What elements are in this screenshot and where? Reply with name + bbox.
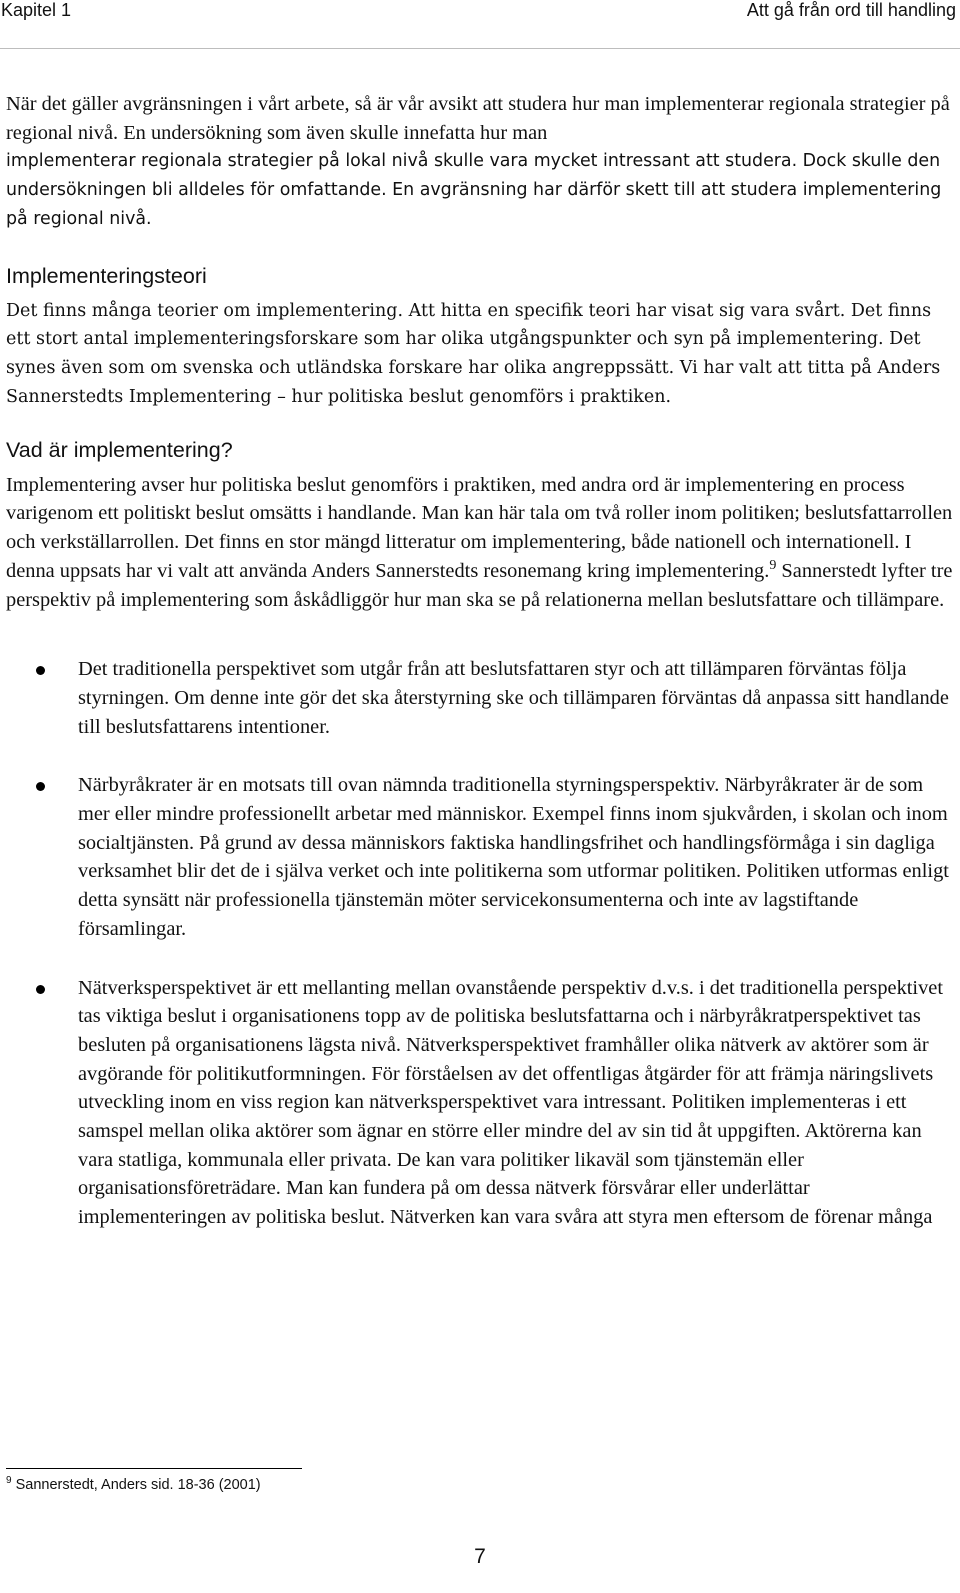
footnote-text: Sannerstedt, Anders sid. 18-36 (2001) xyxy=(11,1477,261,1493)
heading-vad-ar-implementering: Vad är implementering? xyxy=(6,437,233,462)
bullet-icon xyxy=(36,666,45,675)
what-paragraph-text: Implementering avser hur politiska beslut genomförs i praktiken, med andra ord är implementering en process varigenom ett politiskt beslut omsätts i handlande. Man kan här tala om två roller inom politiken; beslutsfattarrollen och verkställarrollen. Det finns en stor mängd litteratur om implementering, både nationell och internationell. I denna uppsats har vi valt att använda Anders Sannerstedts resonemang kring implementering. xyxy=(6,473,953,582)
header-chapter: Kapitel 1 xyxy=(1,0,72,20)
page-header xyxy=(0,0,960,49)
page-number xyxy=(0,1545,960,1569)
bullet-icon xyxy=(36,782,45,791)
intro-paragraph-part2: implementerar regionala strategier på lokal nivå skulle vara mycket intressant att studera. Dock skulle den undersökningen bli alldeles för omfattande. En avgränsning har därför skett till att studera implementering på regional nivå. xyxy=(6,151,942,229)
bullet-icon xyxy=(36,985,45,994)
heading-implementeringsteori: Implementeringsteori xyxy=(6,263,207,288)
what-paragraph xyxy=(6,471,956,615)
list-item-text: Det traditionella perspektivet som utgår från att beslutsfattaren styr och att tillämparen förväntas följa styrningen. Om denne inte gör det ska återstyrning ske och tillämparen förväntas då anpassa sitt handlande till beslutsfattarens intentioner. xyxy=(78,658,949,738)
list-item xyxy=(6,655,956,741)
footnote-number: 9 xyxy=(6,1475,12,1487)
list-item xyxy=(6,974,956,1232)
intro-paragraph-part1: När det gäller avgränsningen i vårt arbete, så är vår avsikt att studera hur man implementerar regionala strategier på regional nivå. En undersökning som även skulle innefatta hur man xyxy=(6,93,950,144)
what-paragraph-text-continued: Sannerstedt lyfter tre perspektiv på implementering som åskådliggör hur man ska se på relationerna mellan beslutsfattare och tillämpare. xyxy=(6,559,953,611)
page-number-text: 7 xyxy=(474,1545,486,1568)
perspective-list xyxy=(6,655,956,1232)
list-item xyxy=(6,771,956,943)
page-body xyxy=(6,90,956,1232)
footnote-divider xyxy=(6,1468,302,1469)
footnote xyxy=(6,1477,261,1493)
list-item-text: Nätverksperspektivet är ett mellanting mellan ovanstående perspektiv d.v.s. i det traditionella perspektivet tas viktiga beslut i organisationens topp av de politiska beslutsfattarna och i närbyråkratperspektivet tas besluten på organisationens lägsta nivå. Nätverksperspektivet framhåller olika nätverk av aktörer som är avgörande för politikutformningen. För förståelsen av det offentligas åtgärder för att främja näringslivets utveckling inom en viss region kan nätverksperspektivet vara intressant. Politiken implementeras i ett samspel mellan olika aktörer som ägnar en större eller mindre del av sin tid åt uppgiften. Aktörerna kan vara statliga, kommunala eller privata. De kan vara politiker likaväl som tjänstemän eller organisationsföreträdare. Man kan fundera på om dessa nätverk försvårar eller underlättar implementeringen av politiska beslut. Nätverken kan vara svåra att styra men eftersom de förenar många xyxy=(78,976,944,1229)
footnote-reference[interactable]: 9 xyxy=(769,558,777,574)
list-item-text: Närbyråkrater är en motsats till ovan nämnda traditionella styrningsperspektiv. Närbyråkrater är de som mer eller mindre professionellt arbetar med människor. Exempel finns inom sjukvården, i skolan och inom socialtjänsten. På grund av dessa människors faktiska handlingsfrihet och handlingsförmåga i sin dagliga verksamhet blir det de i själva verket och inte politikerna som utformar politiken. Politiken utformas enligt detta synsätt när professionella tjänstemän möter servicekonsumenterna och inte av lagstiftande församlingar. xyxy=(78,774,949,940)
theory-paragraph: Det finns många teorier om implementering. Att hitta en specifik teori har visat sig vara svårt. Det finns ett stort antal implementeringsforskare som har olika utgångspunkter och syn på implementering. Det synes även som om svenska och utländska forskare har olika angreppssätt. Vi har valt att titta på Anders Sannerstedts Implementering – hur politiska beslut genomförs i praktiken. xyxy=(6,300,941,407)
header-title: Att gå från ord till handling xyxy=(746,0,956,20)
